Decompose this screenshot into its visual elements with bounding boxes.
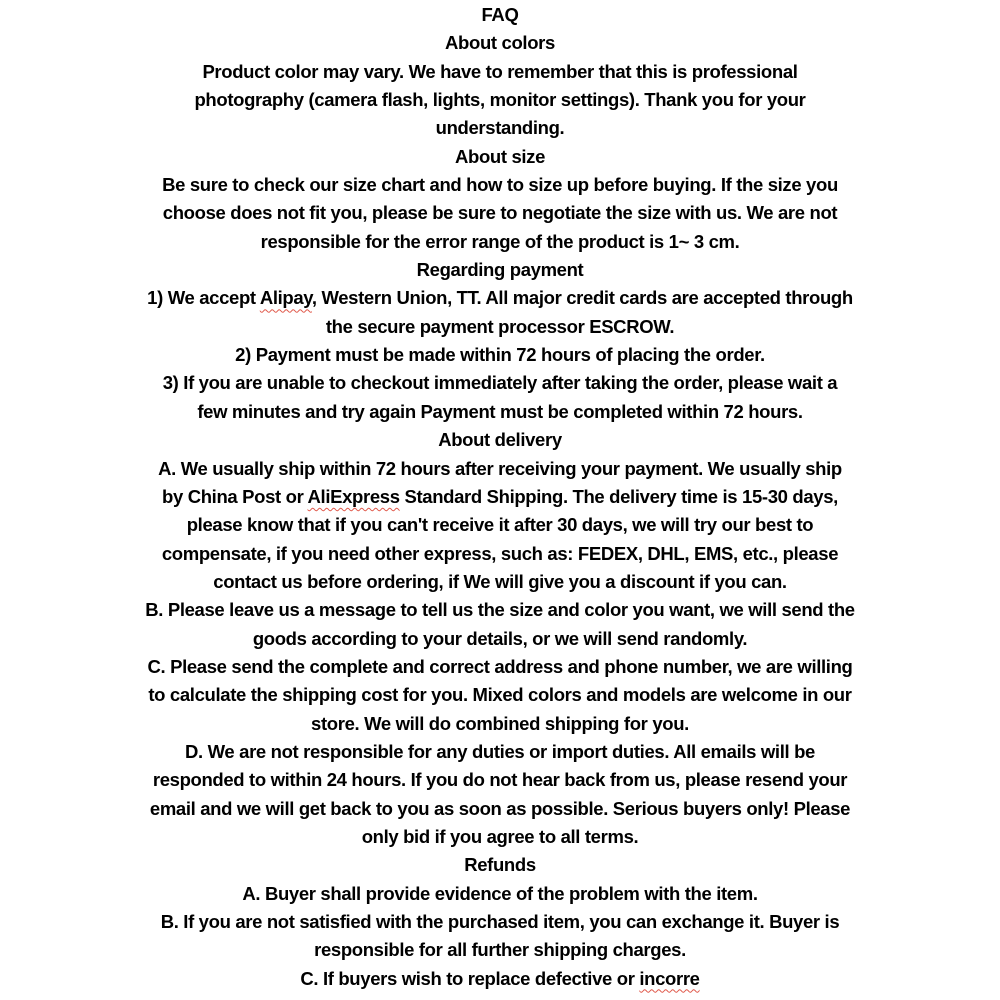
text-segment: please know that if you can't receive it after 30 days, we will try our best to [186, 514, 814, 536]
faq-line [0, 653, 1000, 681]
faq-line [0, 341, 1000, 369]
text-segment: About colors [445, 32, 555, 54]
text-segment: understanding. [435, 117, 565, 139]
faq-line [0, 710, 1000, 738]
section-heading [0, 143, 1000, 171]
faq-line [0, 738, 1000, 766]
text-segment: the secure payment processor ESCROW. [325, 315, 675, 337]
text-segment: choose does not fit you, please be sure to negotiate the size with us. We are not [162, 202, 838, 224]
text-segment: compensate, if you need other express, such as: FEDEX, DHL, EMS, etc., please [161, 542, 839, 564]
faq-line [0, 511, 1000, 539]
text-segment: About delivery [438, 429, 562, 451]
faq-line [0, 398, 1000, 426]
faq-line [0, 171, 1000, 199]
text-segment: contact us before ordering, if We will give you a discount if you can. [213, 570, 787, 592]
faq-line [0, 313, 1000, 341]
text-segment: 3) If you are unable to checkout immediately after taking the order, please wait a [162, 372, 838, 394]
text-segment: Regarding payment [416, 259, 584, 281]
text-segment: About size [454, 145, 546, 167]
misspelled-word: AliExpress [307, 485, 400, 507]
text-segment: B. Please leave us a message to tell us the size and color you want, we will send the [145, 599, 855, 621]
text-segment: few minutes and try again Payment must be completed within 72 hours. [197, 400, 803, 422]
text-segment: D. We are not responsible for any duties or import duties. All emails will be [185, 740, 815, 762]
faq-line [0, 681, 1000, 709]
text-segment: FAQ [481, 4, 519, 25]
misspelled-word: Alipay [259, 287, 312, 309]
faq-line [0, 823, 1000, 851]
faq-line [0, 483, 1000, 511]
text-segment: photography (camera flash, lights, monitor settings). Thank you for your [194, 89, 806, 111]
text-segment: C. If buyers wish to replace defective or [300, 967, 640, 989]
faq-line [0, 228, 1000, 256]
faq-line [0, 455, 1000, 483]
faq-line [0, 766, 1000, 794]
faq-line [0, 58, 1000, 86]
section-heading [0, 851, 1000, 879]
text-segment: C. Please send the complete and correct address and phone number, we are willing [147, 655, 853, 677]
faq-line [0, 199, 1000, 227]
text-segment: store. We will do combined shipping for you. [311, 712, 689, 734]
faq-line [0, 114, 1000, 142]
text-segment: goods according to your details, or we will send randomly. [252, 627, 748, 649]
faq-line [0, 86, 1000, 114]
section-heading [0, 29, 1000, 57]
faq-line [0, 540, 1000, 568]
text-segment: responsible for the error range of the product is 1~ 3 cm. [260, 230, 740, 252]
text-segment: Product color may vary. We have to remember that this is professional [202, 60, 798, 82]
faq-line [0, 880, 1000, 908]
text-segment: Refunds [464, 854, 536, 876]
text-segment: , Western Union, TT. All major credit cards are accepted through [311, 287, 853, 309]
faq-line [0, 568, 1000, 596]
faq-line [0, 625, 1000, 653]
section-heading [0, 256, 1000, 284]
text-segment: to calculate the shipping cost for you. Mixed colors and models are welcome in our [148, 684, 852, 706]
text-segment: A. Buyer shall provide evidence of the problem with the item. [242, 882, 758, 904]
faq-line [0, 965, 1000, 993]
faq-line [0, 596, 1000, 624]
text-segment: 1) We accept [147, 287, 260, 309]
text-segment: Be sure to check our size chart and how to size up before buying. If the size you [162, 174, 838, 196]
text-segment: Standard Shipping. The delivery time is 15-30 days, [399, 485, 838, 507]
text-segment: B. If you are not satisfied with the purchased item, you can exchange it. Buyer is [160, 911, 840, 932]
section-heading [0, 426, 1000, 454]
text-segment: by China Post or [162, 485, 308, 507]
document-title [0, 1, 1000, 29]
faq-line [0, 369, 1000, 397]
faq-line [0, 936, 1000, 964]
text-segment: A. We usually ship within 72 hours after receiving your payment. We usually ship [158, 457, 842, 479]
misspelled-word: incorre [639, 967, 700, 989]
faq-line [0, 284, 1000, 312]
faq-line [0, 795, 1000, 823]
text-segment: responsible for all further shipping charges. [314, 939, 686, 961]
text-segment: 2) Payment must be made within 72 hours of placing the order. [235, 344, 765, 366]
text-segment: email and we will get back to you as soon as possible. Serious buyers only! Please [149, 797, 851, 819]
text-segment: responded to within 24 hours. If you do not hear back from us, please resend your [152, 769, 848, 791]
text-segment: only bid if you agree to all terms. [361, 825, 639, 847]
faq-line [0, 908, 1000, 936]
